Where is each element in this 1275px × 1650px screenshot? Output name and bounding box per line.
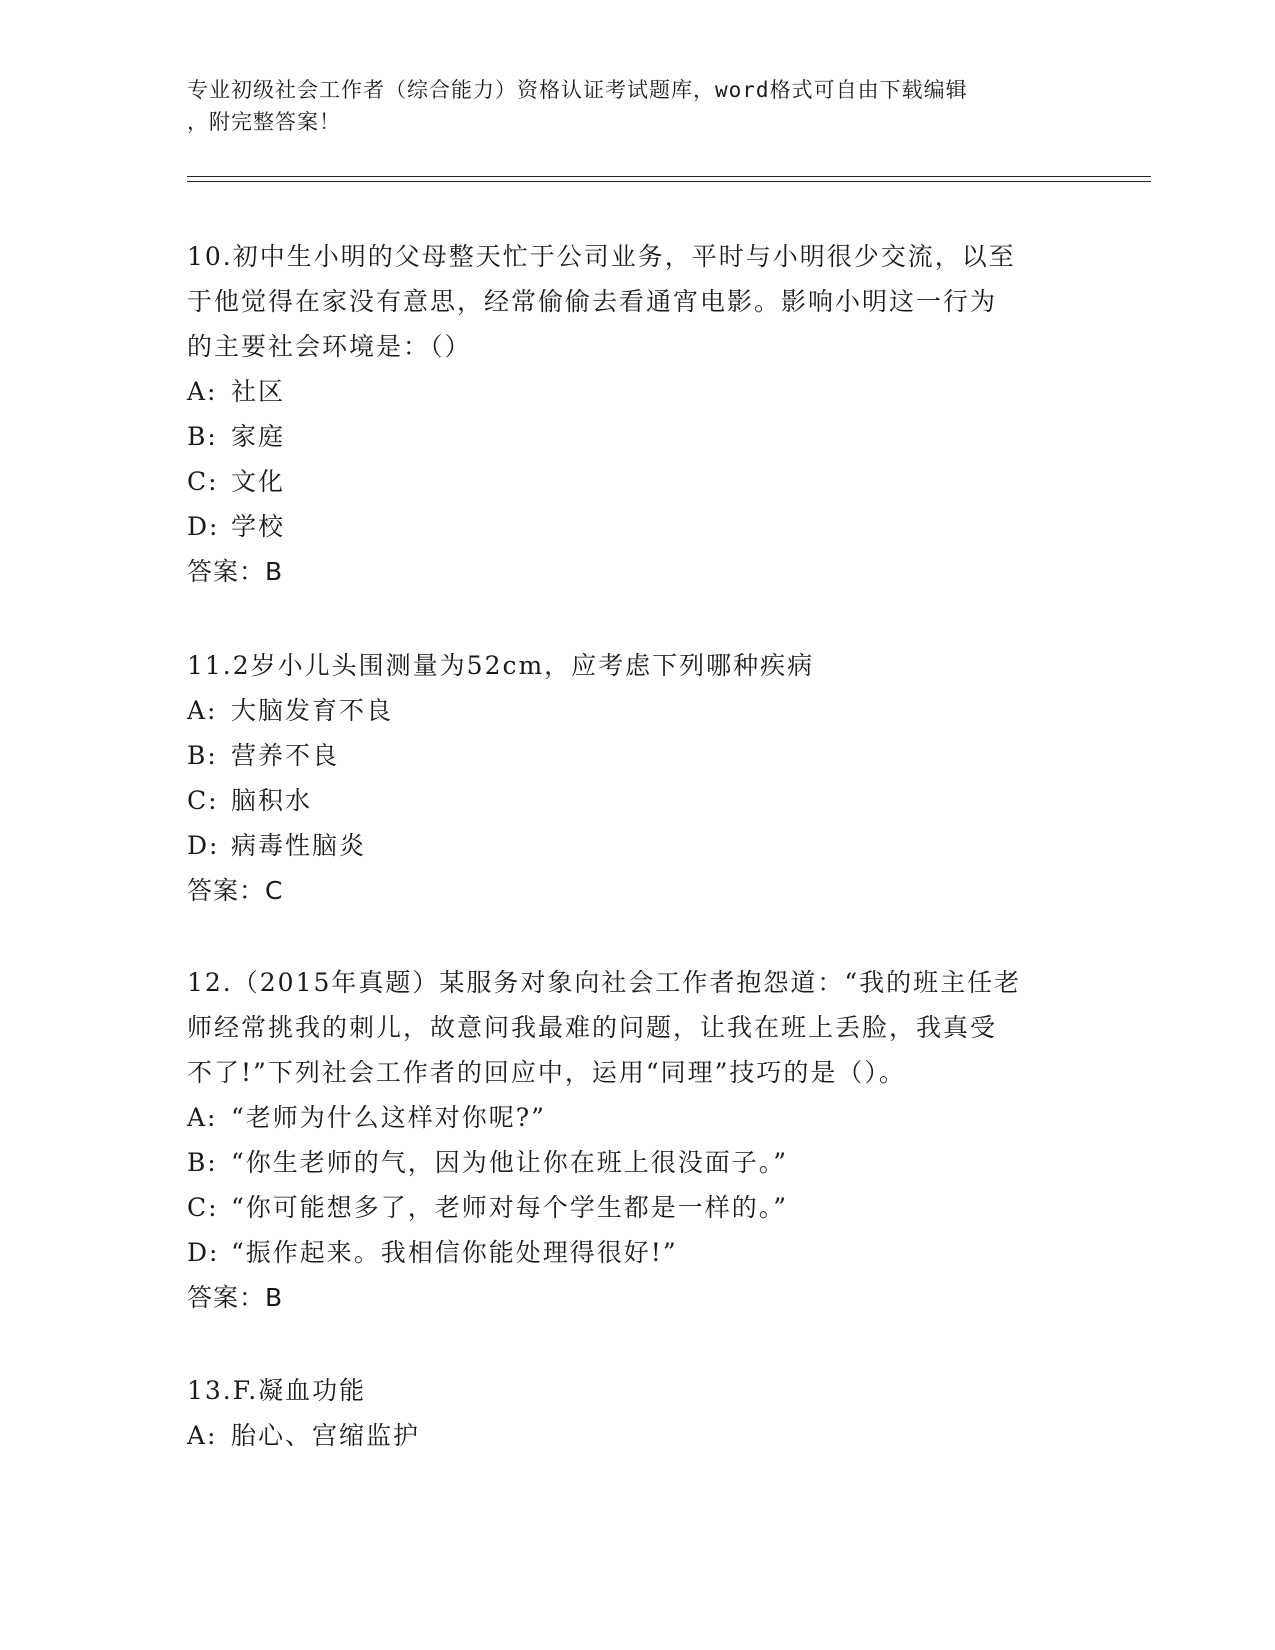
option-text: 学校	[231, 512, 286, 541]
option-text: 脑积水	[231, 786, 313, 815]
option-c	[187, 459, 1087, 504]
option-c	[187, 778, 1087, 823]
question-12	[187, 960, 1087, 1320]
option-text: “你可能想多了，老师对每个学生都是一样的。”	[231, 1193, 789, 1222]
answer-line: 答案：C	[187, 876, 284, 905]
option-a	[187, 688, 1087, 733]
option-b	[187, 733, 1087, 778]
option-a	[187, 369, 1087, 414]
option-text: 大脑发育不良	[231, 696, 394, 725]
question-stem-line: 于他觉得在家没有意思，经常偷偷去看通宵电影。影响小明这一行为	[187, 287, 998, 316]
question-stem-line: 师经常挑我的刺儿，故意问我最难的问题，让我在班上丢脸，我真受	[187, 1013, 998, 1042]
option-label: C:	[187, 786, 219, 815]
answer-line: 答案：B	[187, 557, 284, 586]
option-label: B:	[187, 741, 218, 770]
answer-line: 答案：B	[187, 1283, 284, 1312]
option-text: “你生老师的气，因为他让你在班上很没面子。”	[231, 1148, 789, 1177]
question-stem-line: 的主要社会环境是：（）	[187, 332, 472, 361]
option-label: A:	[187, 696, 218, 725]
question-stem-line: 13.F.凝血功能	[187, 1376, 367, 1405]
header-line-1: 专业初级社会工作者（综合能力）资格认证考试题库，word格式可自由下载编辑	[187, 78, 968, 102]
option-label: D:	[187, 831, 220, 860]
question-13	[187, 1368, 1087, 1458]
document-header	[187, 74, 1067, 138]
option-label: A:	[187, 1103, 218, 1132]
option-label: D:	[187, 512, 220, 541]
option-text: 社区	[231, 377, 286, 406]
question-stem-line: 12.（2015年真题）某服务对象向社会工作者抱怨道：“我的班主任老	[187, 968, 1022, 997]
option-label: C:	[187, 467, 219, 496]
option-text: 胎心、宫缩监护	[231, 1421, 421, 1450]
header-line-2: ，附完整答案！	[187, 110, 341, 134]
option-a	[187, 1095, 1087, 1140]
option-text: “振作起来。我相信你能处理得很好!”	[231, 1238, 678, 1267]
option-text: 病毒性脑炎	[231, 831, 367, 860]
option-d	[187, 823, 1087, 868]
option-text: “老师为什么这样对你呢?”	[231, 1103, 546, 1132]
question-stem-line: 不了!”下列社会工作者的回应中，运用“同理”技巧的是（）。	[187, 1058, 906, 1087]
option-label: A:	[187, 377, 218, 406]
option-d	[187, 504, 1087, 549]
header-divider-bottom	[187, 181, 1151, 182]
option-label: A:	[187, 1421, 218, 1450]
option-label: C:	[187, 1193, 219, 1222]
option-d	[187, 1230, 1087, 1275]
option-text: 文化	[231, 467, 286, 496]
header-divider-top	[187, 176, 1151, 177]
question-stem-line: 10.初中生小明的父母整天忙于公司业务，平时与小明很少交流，以至	[187, 242, 1016, 271]
option-c	[187, 1185, 1087, 1230]
option-label: B:	[187, 422, 218, 451]
option-label: B:	[187, 1148, 218, 1177]
option-b	[187, 1140, 1087, 1185]
option-label: D:	[187, 1238, 220, 1267]
question-10	[187, 234, 1087, 594]
option-text: 家庭	[231, 422, 286, 451]
option-text: 营养不良	[231, 741, 340, 770]
question-stem-line: 11.2岁小儿头围测量为52cm，应考虑下列哪种疾病	[187, 651, 815, 680]
option-b	[187, 414, 1087, 459]
question-11	[187, 643, 1087, 913]
option-a	[187, 1413, 1087, 1458]
